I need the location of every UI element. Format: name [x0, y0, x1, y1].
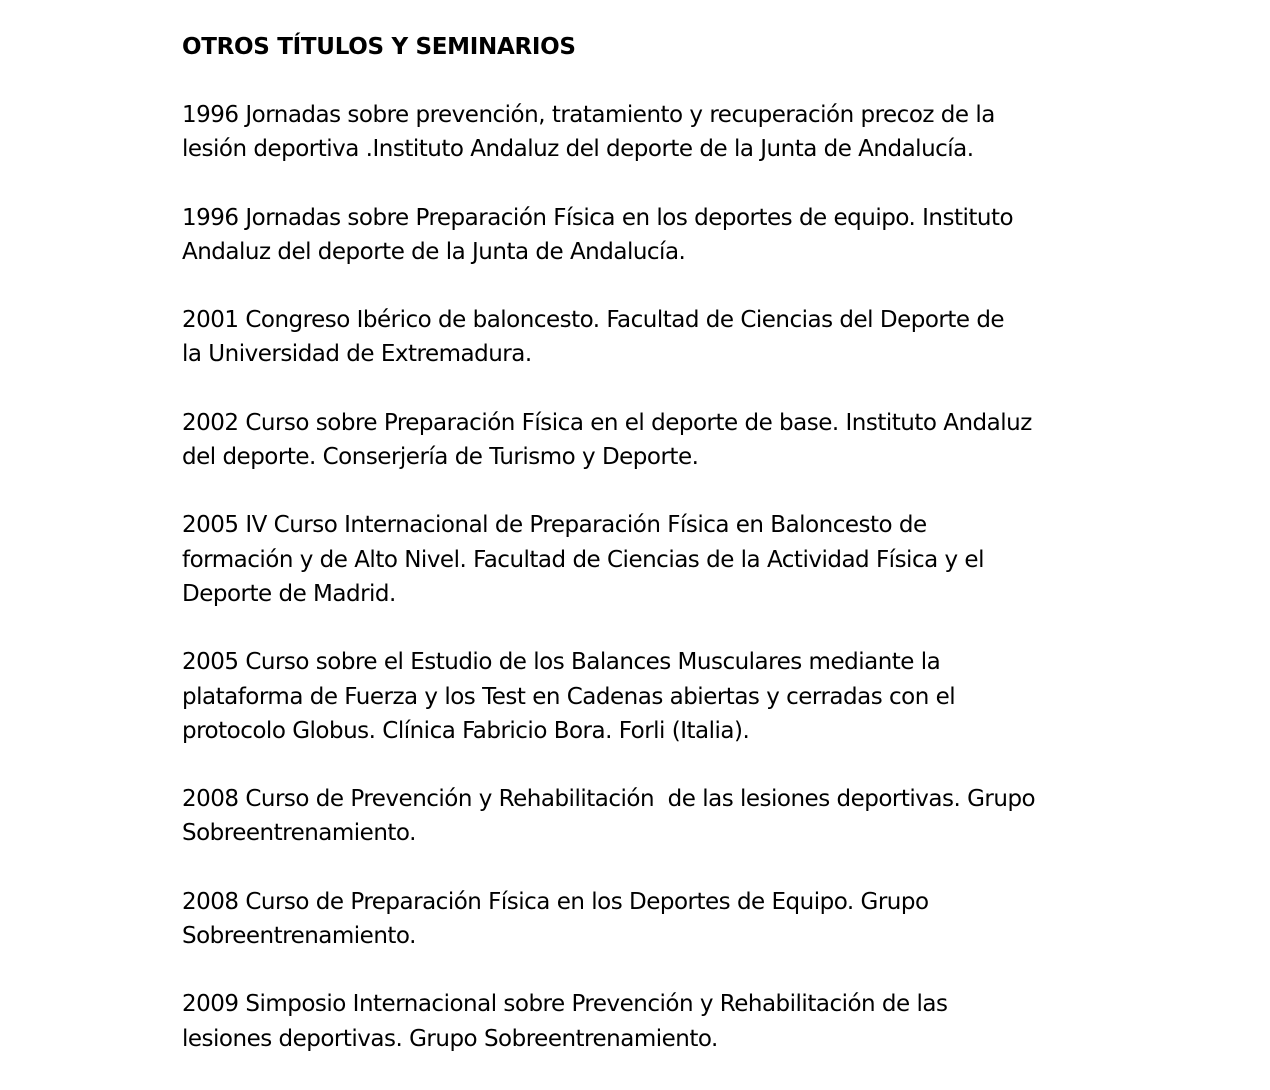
entry-line: 2009 Simposio Internacional sobre Prevención y Rehabilitación de las	[182, 991, 948, 1018]
entry-line: 2001 Congreso Ibérico de baloncesto. Facultad de Ciencias del Deporte de	[182, 307, 1005, 334]
entry-line: Sobreentrenamiento.	[182, 820, 416, 847]
entry-2008-prevencion-rehabilitacion	[182, 782, 1102, 851]
section-title: OTROS TÍTULOS Y SEMINARIOS	[182, 34, 576, 60]
entry-1996-preparacion-fisica	[182, 201, 1102, 270]
document-page	[182, 30, 1102, 1090]
entry-line: 2005 IV Curso Internacional de Preparación Física en Baloncesto de	[182, 512, 927, 539]
entry-line: 2008 Curso de Prevención y Rehabilitación de las lesiones deportivas. Grupo	[182, 786, 1036, 813]
entry-2005-balances-musculares	[182, 645, 1102, 748]
entry-list	[182, 98, 1102, 1056]
entry-line: Deporte de Madrid.	[182, 580, 396, 607]
entry-line: 1996 Jornadas sobre prevención, tratamiento y recuperación precoz de la	[182, 102, 995, 128]
entry-2002-curso-base	[182, 406, 1102, 475]
entry-line: protocolo Globus. Clínica Fabricio Bora. Forli (Italia).	[182, 717, 750, 744]
entry-line: formación y de Alto Nivel. Facultad de Ciencias de la Actividad Física y el	[182, 546, 984, 573]
entry-line: Andaluz del deporte de la Junta de Andalucía.	[182, 238, 686, 265]
entry-line: plataforma de Fuerza y los Test en Cadenas abiertas y cerradas con el	[182, 683, 956, 710]
entry-line: del deporte. Conserjería de Turismo y Deporte.	[182, 444, 699, 471]
entry-line: 2005 Curso sobre el Estudio de los Balances Musculares mediante la	[182, 649, 941, 676]
entry-line: lesiones deportivas. Grupo Sobreentrenamiento.	[182, 1025, 718, 1052]
entry-2009-simposio	[182, 987, 1102, 1056]
entry-line: 2008 Curso de Preparación Física en los Deportes de Equipo. Grupo	[182, 888, 929, 915]
entry-line: 2002 Curso sobre Preparación Física en el deporte de base. Instituto Andaluz	[182, 409, 1032, 436]
entry-line: Sobreentrenamiento.	[182, 923, 416, 950]
entry-2008-deportes-equipo	[182, 885, 1102, 954]
entry-line: lesión deportiva .Instituto Andaluz del deporte de la Junta de Andalucía.	[182, 136, 974, 163]
entry-2001-congreso	[182, 303, 1102, 372]
entry-line: la Universidad de Extremadura.	[182, 341, 532, 368]
entry-1996-prevencion	[182, 98, 1102, 167]
entry-line: 1996 Jornadas sobre Preparación Física en los deportes de equipo. Instituto	[182, 204, 1014, 231]
entry-2005-curso-internacional	[182, 508, 1102, 611]
